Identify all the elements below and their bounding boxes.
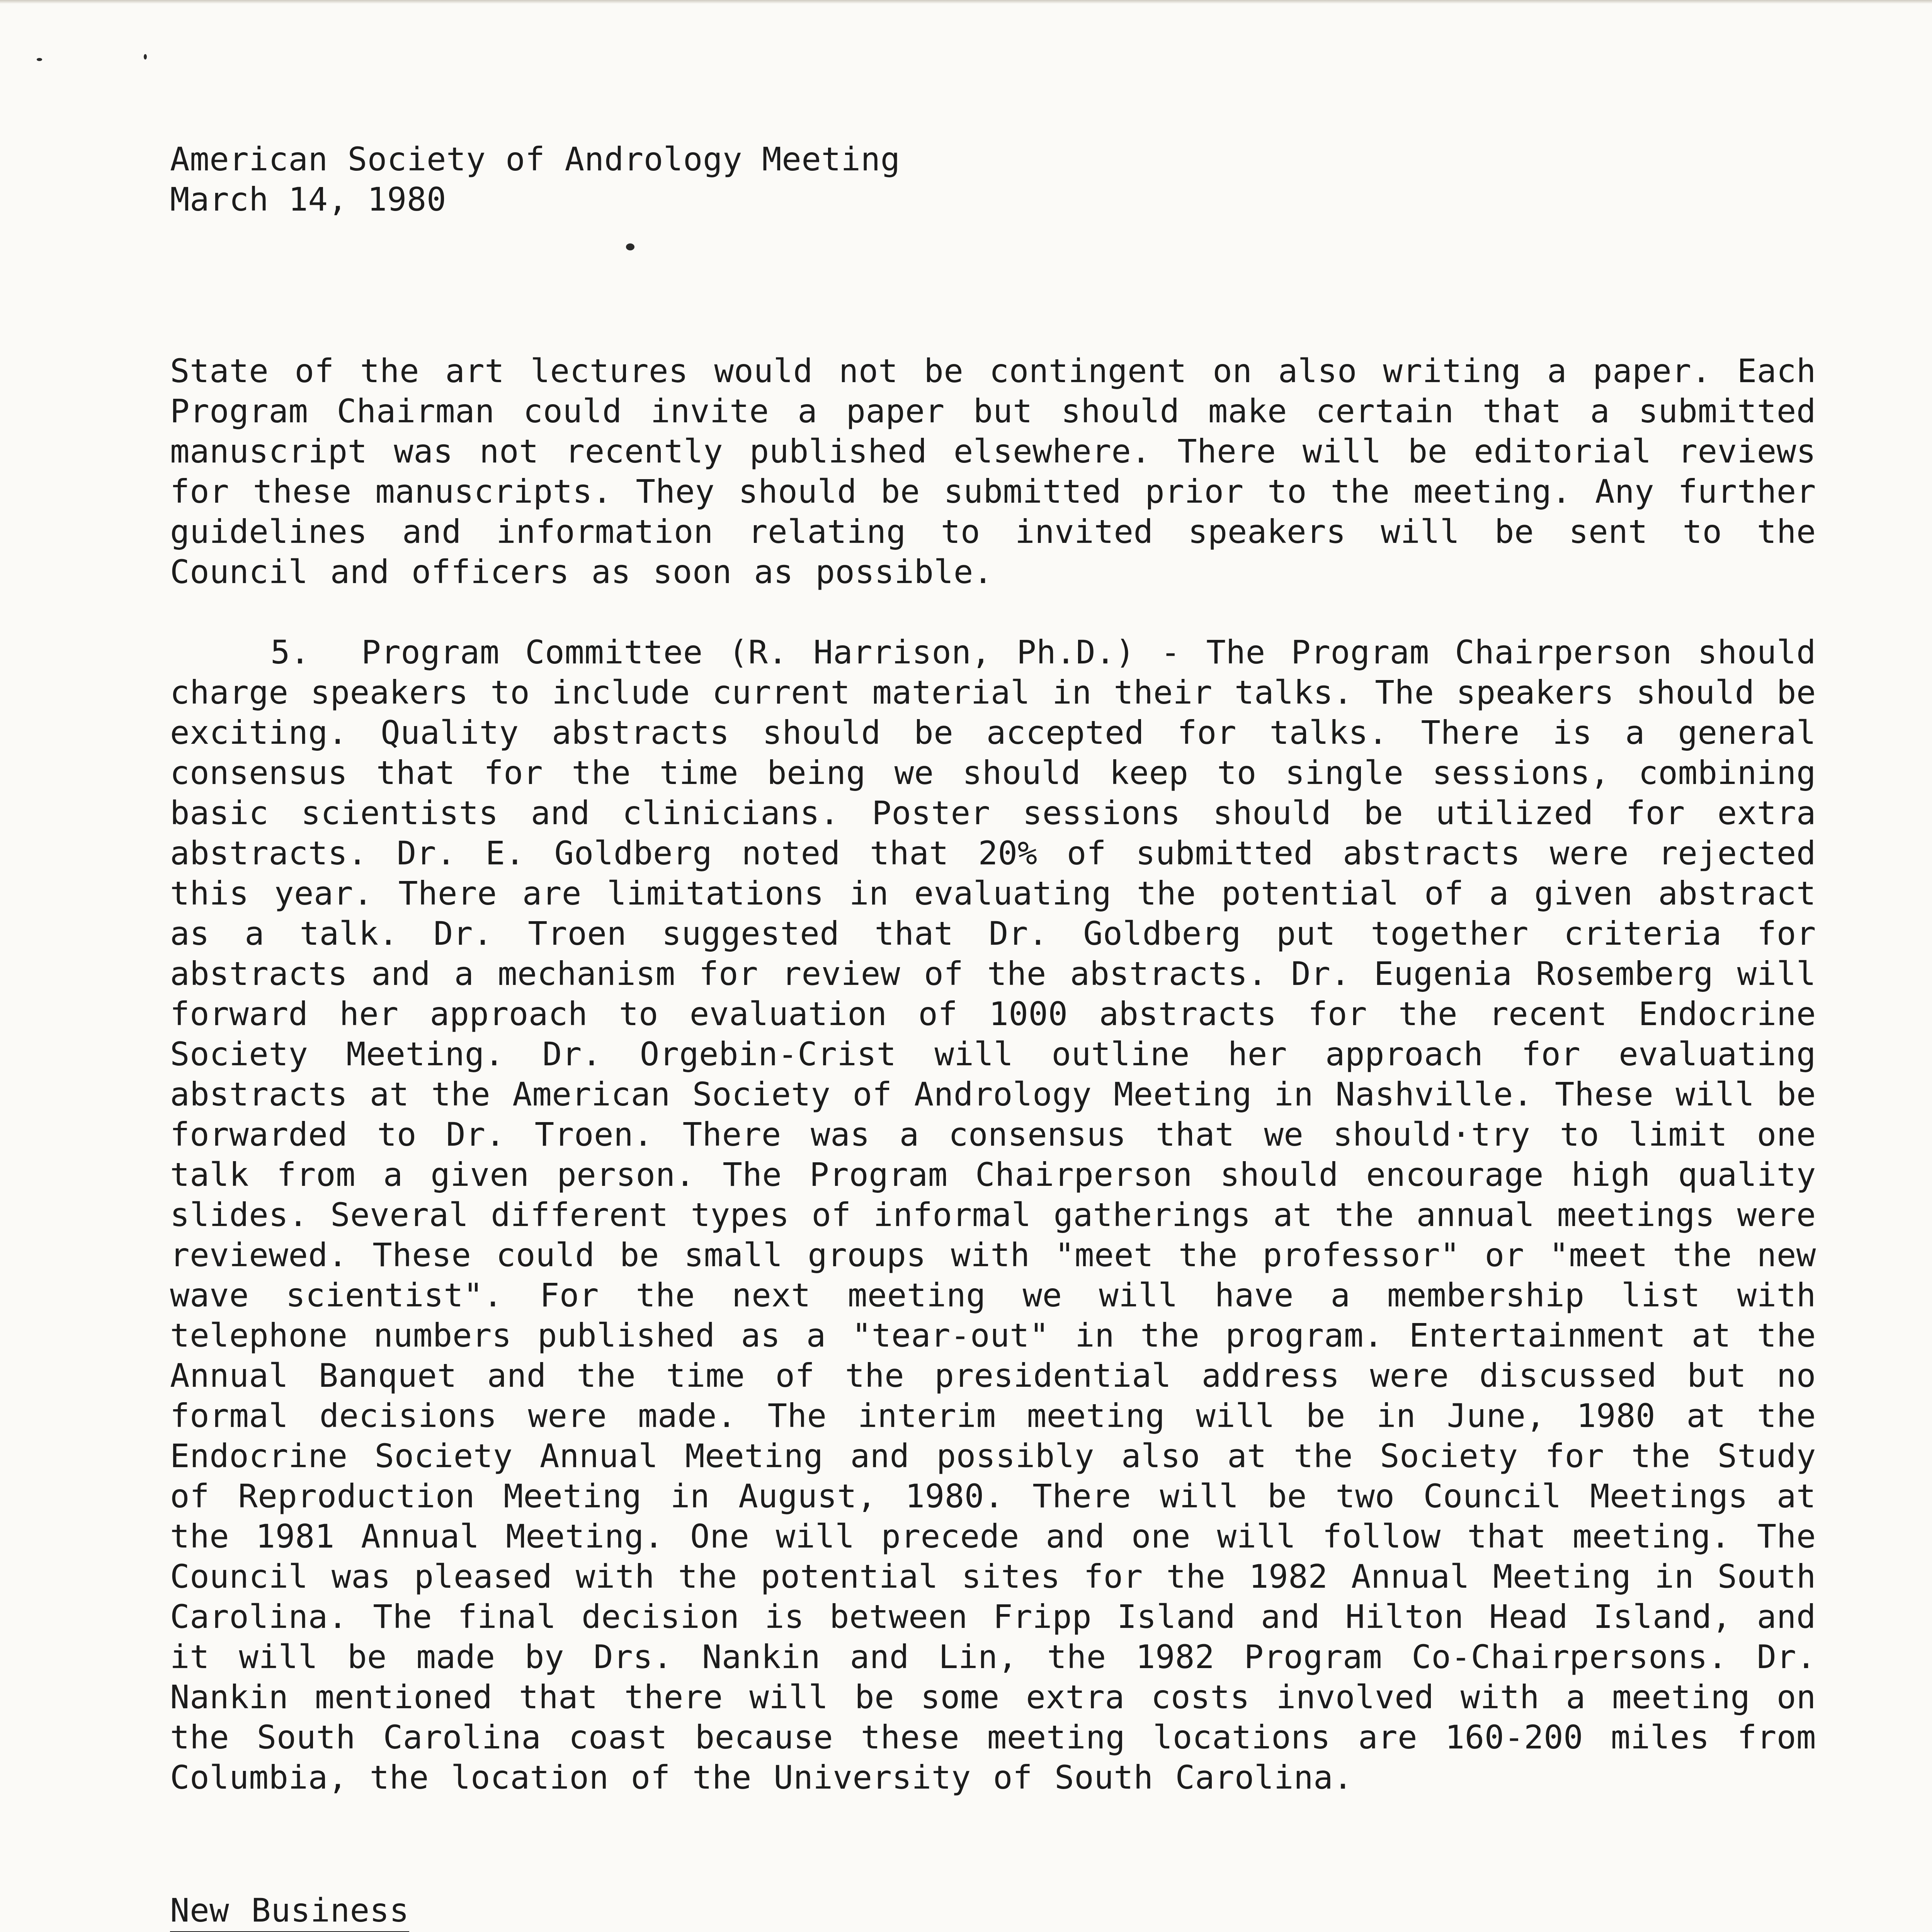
scan-speck <box>37 58 42 61</box>
scan-speck <box>144 54 147 60</box>
item-number: 5. <box>270 633 310 671</box>
scan-edge-top <box>0 0 1932 4</box>
memo-body <box>170 139 1816 1932</box>
continuation-paragraph: State of the art lectures would not be contingent on also writing a paper. Each Program Chairman could invite a paper but should make certain that a submitted manuscript was not recently published elsewhere. There will be editorial reviews for these manuscripts. They should be submitted prior to the meeting. Any further guidelines and information relating to invited speakers will be sent to the Council and officers as soon as possible. <box>170 352 1816 591</box>
minutes-content <box>170 351 1816 1932</box>
item-text: Program Committee (R. Harrison, Ph.D.) - The Program Chairperson should charge speakers to include current material in their talks. The speakers should be exciting. Quality abstracts should be accepted for talks. There is a general consensus that for the time being we should keep to single sessions, combining basic scientists and clinicians. Poster sessions should be utilized for extra abstracts. Dr. E. Goldberg noted that 20% of submitted abstracts were rejected this year. There are limitations in evaluating the potential of a given abstract as a talk. Dr. Troen suggested that Dr. Goldberg put together criteria for abstracts and a mechanism for review of the abstracts. Dr. Eugenia Rosemberg will forward her approach to evaluation of 1000 abstracts for the recent Endocrine Society Meeting. Dr. Orgebin-Crist will outline her approach for evaluating abstracts at the American Society of Andrology Meeting in Nashville. These will be forwarded to Dr. Troen. There was a consensus that we should·try to limit one talk from a given person. The Program Chairperson should encourage high quality slides. Several different types of informal gatherings at the annual meetings were reviewed. These could be small groups with "meet the professor" or "meet the new wave scientist". For the next meeting we will have a membership list with telephone numbers published as a "tear-out" in the program. Entertainment at the Annual Banquet and the time of the presidential address were discussed but no formal decisions were made. The interim meeting will be in June, 1980 at the Endocrine Society Annual Meeting and possibly also at the Society for the Study of Reproduction Meeting in August, 1980. There will be two Council Meetings at the 1981 Annual Meeting. One will precede and one will follow that meeting. The Council was pleased with the potential sites for the 1982 Annual Meeting in South Carolina. The final decision is between Fripp Island and Hilton Head Island, and it will be made by Drs. Nankin and Lin, the 1982 Program Co-Chairpersons. Dr. Nankin mentioned that there will be some extra costs involved with a meeting on the South Carolina coast because these meeting locations are 160-200 miles from Columbia, the location of the University of South Carolina. <box>170 633 1816 1796</box>
organization-title: American Society of Andrology Meeting <box>170 140 900 178</box>
program-committee-item <box>170 632 1816 1798</box>
new-business-section <box>170 1844 1816 1932</box>
meeting-date: March 14, 1980 <box>170 180 447 218</box>
section-heading: New Business <box>170 1890 409 1932</box>
